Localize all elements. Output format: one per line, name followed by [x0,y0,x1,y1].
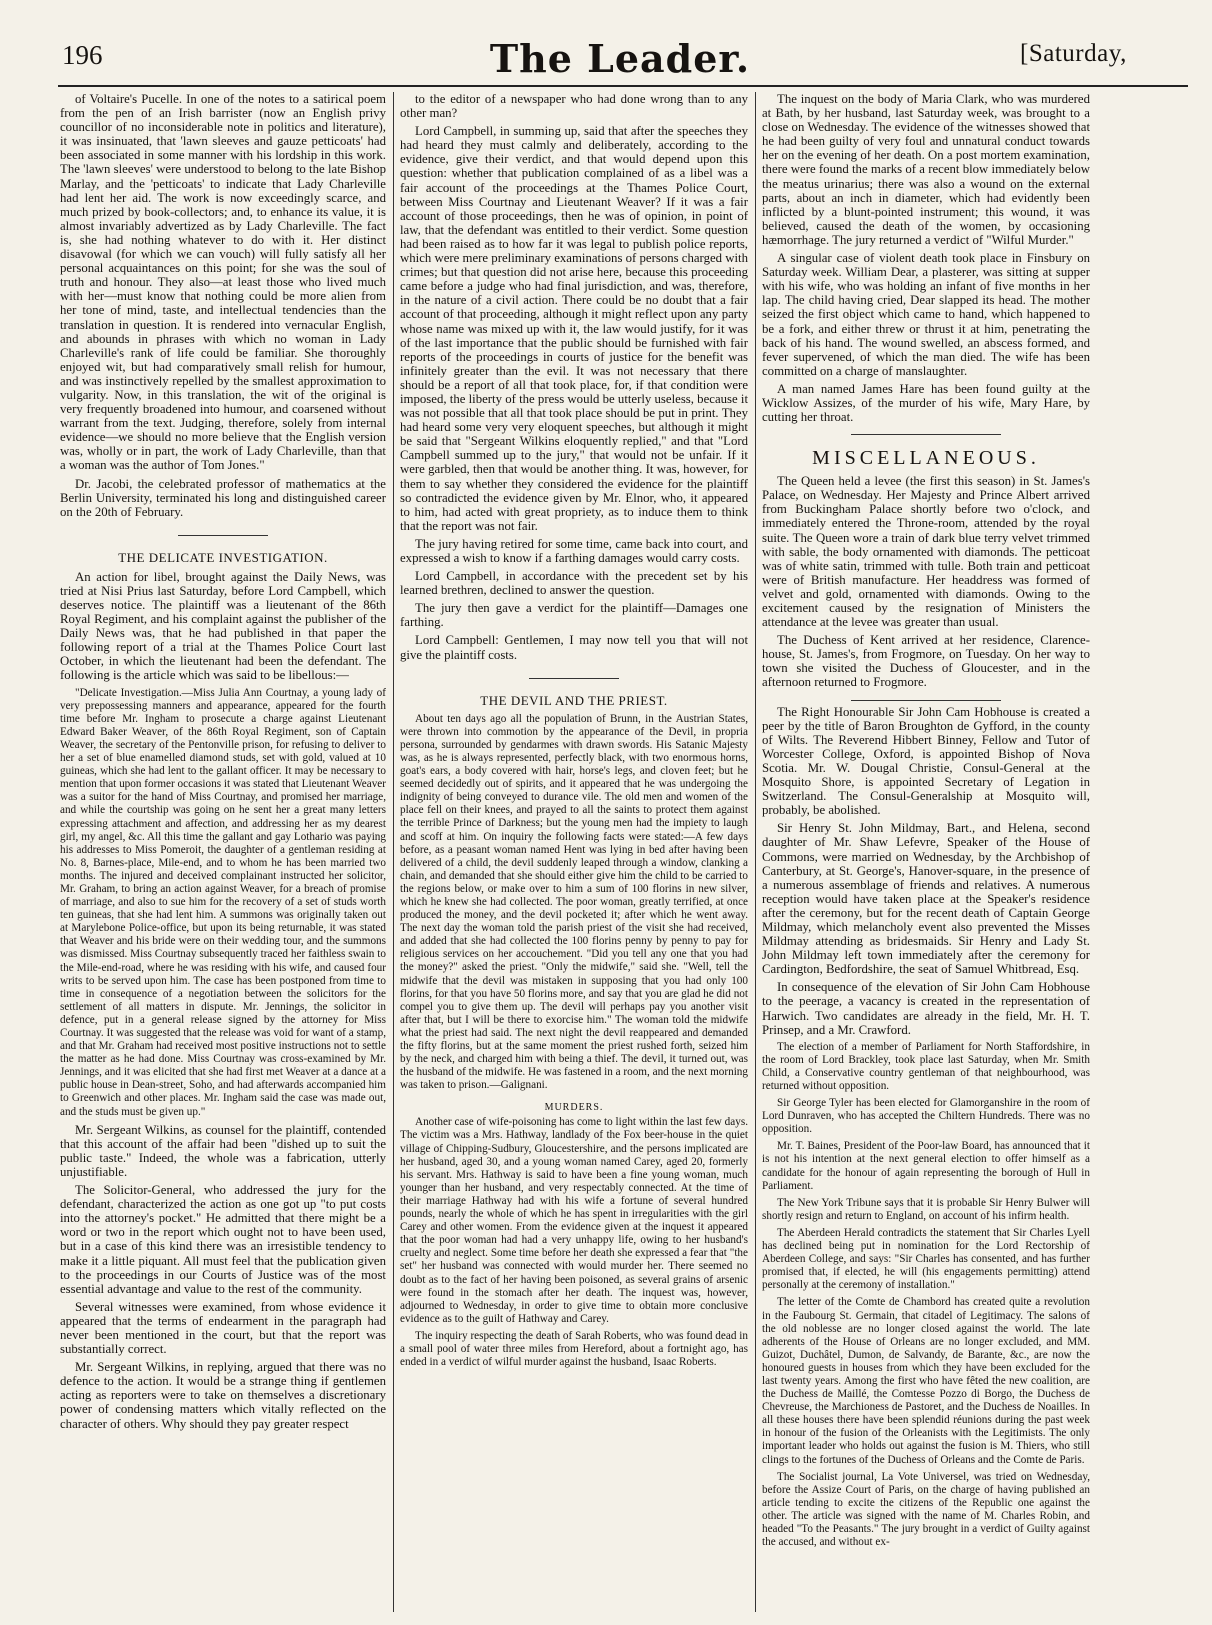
paragraph: of Voltaire's Pucelle. In one of the notes to a satirical poem from the pen of an Irish barrister (now an English privy councillor of no inconsiderable note in politics and literature), it was insinuated, that 'lawn sleeves and gauze petticoats' had been associated in some manner with his lordship in this work. The 'lawn sleeves' were understood to belong to the late Bishop Marlay, and the 'petticoats' to indicate that Lady Charleville had lent her aid. The work is now exceedingly scarce, and much prized by book-collectors; and, to enhance its value, it is almost invariably advertized as by Lady Charleville. The fact is, she had nothing whatever to do with it. Her distinct disavowal (for which we can vouch) will fully satisfy all her personal acquaintances on this point; for she was the soul of truth and honour. They also—at least those who lived much with her—must know that nothing could be more alien from her tone of mind, taste, and intellectual tendencies than the translation in question. It is rendered into vernacular English, and abounds in phrases with which no woman in Lady Charleville's rank of life could be familiar. She thoroughly enjoyed wit, but had comparatively small relish for humour, and was instinctively repelled by the smallest approximation to vulgarity. Now, in this translation, the wit of the original is very frequently broadened into humour, and coarsened without warrant from the text. Judging, therefore, solely from internal evidence—we should no more believe that the English version was, wholly or in part, the work of Lady Charleville, than that a woman was the author of Tom Jones." [60,92,386,473]
paragraph: A man named James Hare has been found guilty at the Wicklow Assizes, of the murder of his wife, Mary Hare, by cutting her throat. [762,381,1090,425]
paragraph: The Solicitor-General, who addressed the jury for the defendant, characterized the action as one got up "to put costs into the attorney's pocket." He admitted that there might be a word or two in the report which ought not to have been used, but in a case of this kind there was an irresistible tendency to make it a little piquant. All must feel that the publication given to the proceedings in our Courts of Justice was of the most essential advantage and value to the rest of the community. [60,1183,386,1296]
paragraph: Lord Campbell, in summing up, said that after the speeches they had heard they must calmly and deliberately, according to the evidence, give their verdict, and that would depend upon this question: whether that publication complained of as a libel was a fair account of the proceedings at the Thames Police Court, between Miss Courtnay and Lieutenant Weaver? If it was a fair account of those proceedings, then he was of opinion, in point of law, that the defendant was entitled to their verdict. Some question had been raised as to how far it was legal to publish police reports, which were mere preliminary examinations of persons charged with crimes; but that question did not arise here, because this proceeding came before a judge who had final jurisdiction, and was, therefore, in the nature of a civil action. There could be no doubt that a fair account of that proceeding, although it might reflect upon any party whose name was mixed up with it, the law would justify, for it was of the last importance that the public should be furnished with fair reports of the proceedings in courts of justice for the benefit was infinitely greater than the evil. It was not necessary that there should be a report of all that took place, for, if that condition were imposed, the liberty of the press would be utterly useless, because it was not possible that all that took place should be put in print. They had heard some very very eloquent speeches, but although it might be said that "Sergeant Wilkins eloquently replied," and that "Lord Campbell summed up to the jury," that would not be unfair. If it were garbled, then that would be another thing. It was, however, for them to say whether they considered the evidence for the plaintiff so contradicted the evidence given by Mr. Elnor, who, it appeared to him, had acted with great propriety, as to induce them to think that the report was not fair. [400,124,748,533]
section-divider [529,678,619,679]
column-divider [755,92,756,1612]
page-header [0,0,1212,80]
column-2 [400,92,748,1612]
paragraph: Mr. Sergeant Wilkins, in replying, argued that there was no defence to the action. It would be a strange thing if gentlemen acting as reporters were to take on themselves a discretionary power of condensing matters which vitally reflected on the character of others. Why should they pay greater respect [60,1360,386,1431]
header-rule [58,85,1188,87]
masthead-title: The Leader. [489,36,751,81]
paragraph: Dr. Jacobi, the celebrated professor of mathematics at the Berlin University, terminated his long and distinguished career on the 20th of February. [60,476,386,519]
section-divider [851,434,1001,435]
paragraph: The Right Honourable Sir John Cam Hobhouse is created a peer by the title of Baron Broughton de Gyfford, in the county of Wilts. The Reverend Hibbert Binney, Fellow and Tutor of Worcester College, Oxford, is appointed Bishop of Nova Scotia. Mr. W. Dougal Christie, Consul-General at the Mosquito Shore, is appointed Secretary of Legation in Switzerland. The Consul-Generalship at Mosquito will, probably, be abolished. [762,704,1090,818]
quoted-article: "Delicate Investigation.—Miss Julia Ann Courtnay, a young lady of very prepossessing manners and appearance, appeared for the fourth time before Mr. Ingham to prosecute a charge against Lieutenant Edward Baker Weaver, of the 86th Royal Regiment, son of Captain Weaver, the secretary of the Pentonville prison, for refusing to deliver to her a set of blue enamelled diamond studs, set with gold, valued at 10 guineas, which she had lent to the gallant officer. It may be necessary to mention that upon former occasions it was stated that Lieutenant Weaver was a suitor for the hand of Miss Courtnay, and promised her marriage, and while the courtship was going on he sent her a great many letters expressing attachment and affection, and addressing her as my dearest girl, my angel, &c. All this time the gallant and gay Lothario was paying his addresses to Miss Pomeroit, the daughter of a gentleman residing at No. 8, Barnes-place, Mile-end, and to whom he has been married two months. The injured and deceived complainant instructed her solicitor, Mr. Graham, to bring an action against Weaver, for a breach of promise of marriage, and also to sue him for the recovery of a set of studs worth ten guineas, that she had lent him. A summons was originally taken out at Marylebone Police-office, but upon its being returnable, it was stated that Weaver and his bride were on their wedding tour, and the summons was dismissed. Miss Courtnay subsequently traced her faithless swain to the Mile-end-road, where he was residing with his wife, and caused four writs to be served upon him. The case has been postponed from time to time in consequence of a negotiation between the solicitors for the settlement of all matters in dispute. Mr. Jennings, the solicitor in defence, put in a general release signed by the attorney for Miss Courtnay. It was suggested that the release was void for want of a stamp, and that Mr. Graham had received most positive instructions not to settle the matter as he had done. Miss Courtnay was cross-examined by Mr. Jennings, and it was elicited that she had first met Weaver at a dance at a public house in Dean-street, Soho, and had afterwards accompanied him to Greenwich and other places. Mr. Ingham said the case was made out, and the studs must be given up." [60,686,386,1118]
paragraph: The jury then gave a verdict for the plaintiff—Damages one farthing. [400,601,748,630]
paragraph: A singular case of violent death took place in Finsbury on Saturday week. William Dear, a plasterer, was sitting at supper with his wife, who was holding an infant of five months in her lap. The child having cried, Dear slapped its head. The mother seized the first object which came to hand, which happened to be a fork, and either threw or thrust it at him, penetrating the back of his hand. The wound swelled, an abscess formed, and fever supervened, of which the man died. The wife has been committed on a charge of manslaughter. [762,251,1090,378]
paragraph: Sir George Tyler has been elected for Glamorganshire in the room of Lord Dunraven, who has accepted the Chiltern Hundreds. There was no opposition. [762,1097,1090,1136]
paragraph: Lord Campbell: Gentlemen, I may now tell you that will not give the plaintiff costs. [400,633,748,662]
section-heading: THE DELICATE INVESTIGATION. [118,549,328,565]
paragraph: The New York Tribune says that it is probable Sir Henry Bulwer will shortly resign and return to England, on account of his infirm health. [762,1196,1090,1222]
paragraph: Another case of wife-poisoning has come to light within the last few days. The victim was a Mrs. Hathway, landlady of the Fox beer-house in the quiet village of Chipping-Sudbury, Gloucestershire, and the persons implicated are her husband, aged 30, and a young woman named Carey, aged 20, formerly his servant. Mrs. Hathway is said to have been a fine young woman, much younger than her husband, and very respectably connected. At the time of their marriage Hathway had with his wife a fortune of several hundred pounds, nearly the whole of which he has spent in irregularities with the girl Carey and other women. From the evidence given at the inquest it appeared that the poor woman had had a very unhappy life, owing to her husband's cruelty and neglect. Some time before her death she expressed a fear that "the set" her husband was connected with would murder her. There seemed no doubt as to the fact of her having been poisoned, as several grains of arsenic were found in the stomach after her death. The inquest was, however, adjourned to Wednesday, in order to give time to obtain more conclusive evidence as to the guilt of Hathway and Carey. [400,1116,748,1325]
section-divider [851,700,1001,701]
paragraph: An action for libel, brought against the Daily News, was tried at Nisi Prius last Saturday, before Lord Campbell, which deserves notice. The plaintiff was a lieutenant of the 86th Royal Regiment, and his complaint against the publisher of the Daily News was, that he had published in that paper the following report of a trial at the Thames Police Court last October, in which the lieutenant had been the defendant. The following is the article which was said to be libellous:— [60,569,386,683]
column-3 [762,92,1090,1612]
paragraph: Sir Henry St. John Mildmay, Bart., and Helena, second daughter of Mr. Shaw Lefevre, Speaker of the House of Commons, were married on Wednesday, by the Archbishop of Canterbury, at St. George's, Hanover-square, in the presence of a numerous assemblage of friends and relatives. A numerous reception would have taken place at the Speaker's residence after the ceremony, but for the recent death of Captain George Mildmay, which melancholy event also prevented the Misses Mildmay attending as bridesmaids. Sir Henry and Lady St. John Mildmay left town immediately after the ceremony for Cardington, Bedfordshire, the seat of Samuel Whitbread, Esq. [762,821,1090,977]
section-heading: MURDERS. [544,1102,604,1114]
paragraph: Mr. T. Baines, President of the Poor-law Board, has announced that it is not his intention at the next general election to offer himself as a candidate for the honour of again representing the borough of Hull in Parliament. [762,1140,1090,1192]
column-divider [393,92,394,1612]
paragraph: The election of a member of Parliament for North Staffordshire, in the room of Lord Brackley, took place last Saturday, when Mr. Smith Child, a Conservative country gentleman of that neighbourhood, was returned without opposition. [762,1040,1090,1092]
issue-day: [Saturday, [1020,40,1127,67]
section-divider [178,535,268,536]
column-1 [60,92,386,1612]
paragraph: The Socialist journal, La Vote Universel, was tried on Wednesday, before the Assize Court of Paris, on the charge of having published an article tending to excite the citizens of the Republic one against the other. The article was signed with the name of M. Charles Robin, and headed "To the Peasants." The jury brought in a verdict of Guilty against the accused, and without ex- [762,1470,1090,1549]
paragraph: The letter of the Comte de Chambord has created quite a revolution in the Faubourg St. Germain, that citadel of Legitimacy. The salons of the old noblesse are no longer closed against the world. The late adherents of the House of Orleans are no longer excluded, and MM. Guizot, Duchâtel, Dumon, de Salvandy, de Barante, &c., are now the honoured guests in houses from which they have been excluded for the last twenty years. Among the first who have fêted the new coalition, are the Duchess de Maillé, the Comtesse Pozzo di Borgo, the Duchess de Chevreuse, the Marchioness de Pastoret, and the Duchess de Noailles. In all these houses there have been splendid réunions during the past week in honour of the fusion of the Orleanists with the Legitimists. The only important leader who holds out against the fusion is M. Thiers, who still clings to the fortunes of the Duchess of Orleans and the Comte de Paris. [762,1296,1090,1466]
paragraph: The inquiry respecting the death of Sarah Roberts, who was found dead in a small pool of water three miles from Hereford, about a fortnight ago, has ended in a verdict of wilful murder against the husband, Isaac Roberts. [400,1329,748,1369]
page-number: 196 [62,40,103,70]
paragraph: The jury having retired for some time, came back into court, and expressed a wish to know if a farthing damages would carry costs. [400,536,748,565]
paragraph: Lord Campbell, in accordance with the precedent set by his learned brethren, declined to answer the question. [400,569,748,598]
paragraph: Several witnesses were examined, from whose evidence it appeared that the terms of endearment in the paragraph had never been mentioned in the court, but that the report was substantially correct. [60,1299,386,1357]
paragraph: The Aberdeen Herald contradicts the statement that Sir Charles Lyell has declined being put in nomination for the Lord Rectorship of Aberdeen College, and says: "Sir Charles has consented, and has further promised that, if elected, he will (his engagements permitting) attend personally at the ceremony of installation." [762,1226,1090,1292]
section-heading: THE DEVIL AND THE PRIEST. [480,692,668,708]
paragraph: Mr. Sergeant Wilkins, as counsel for the plaintiff, contended that this account of the affair had been "dished up to suit the public taste." Indeed, the whole was a fabrication, utterly unjustifiable. [60,1122,386,1179]
paragraph: The inquest on the body of Maria Clark, who was murdered at Bath, by her husband, last Saturday week, was brought to a close on Wednesday. The evidence of the witnesses showed that he had been guilty of very foul and unnatural conduct towards her on the evening of her death. On a post mortem examination, there were found the marks of a recent blow immediately below the meatus urinarius; there was also a wound on the external parts, about an inch in diameter, which had evidently been inflicted by a blunt-pointed instrument; this wound, it was believed, caused the death of the women, by occasioning hæmorrhage. The jury returned a verdict of "Wilful Murder." [762,92,1090,247]
paragraph: The Duchess of Kent arrived at her residence, Clarence-house, St. James's, from Frogmore, on Tuesday. On her way to town she visited the Duchess of Gloucester, and in the afternoon returned to Frogmore. [762,633,1090,690]
section-heading: MISCELLANEOUS. [812,447,1040,470]
paragraph: In consequence of the elevation of Sir John Cam Hobhouse to the peerage, a vacancy is created in the representation of Harwich. Two candidates are already in the field, Mr. H. T. Prinsep, and a Mr. Crawford. [762,980,1090,1037]
paragraph: to the editor of a newspaper who had done wrong than to any other man? [400,92,748,121]
paragraph: About ten days ago all the population of Brunn, in the Austrian States, were thrown into commotion by the appearance of the Devil, in propria persona, surrounded by gendarmes with drawn swords. His Satanic Majesty was, as he is always represented, perfectly black, with two enormous horns, goat's ears, a body covered with hair, horse's legs, and cloven feet; but he seemed decidedly out of spirits, and it appeared that he was undergoing the indignity of being conveyed to durance vile. The old men and women of the place fell on their knees, and prayed to all the saints to protect them against the terrible Prince of Darkness; but the young men had the impiety to laugh and scoff at him. On inquiry the following facts were stated:—A few days before, as a peasant woman named Hent was lying in bed after having been delivered of a child, the devil suddenly leaped through a window, clanking a chain, and demanded that she should either give him the child to be carried to the regions below, or make over to him a sum of 100 florins in new silver, which he knew she had collected. The poor woman, greatly terrified, at once produced the money, and the devil pocketed it; after which he went away. The next day the woman told the parish priest of the visit she had received, and added that she had collected the 100 florins penny by penny to pay for religious services on her accouchement. "Did you tell any one that you had the money?" asked the priest. "Only the midwife," said she. "Well, tell the midwife that the devil was mistaken in supposing that you had only 100 florins, for that you have 50 florins more, and say that you are glad he did not compel you to give them up. The devil will perhaps pay you another visit after that, but I will be there to exorcise him." The woman told the midwife what the priest had said. The next night the devil reappeared and demanded the fifty florins, but at the same moment the priest rushed forth, seized him by the neck, and charged him with being a thief. The devil, it turned out, was the husband of the midwife. He was fastened in a room, and the next morning was taken to prison.—Galignani. [400,712,748,1092]
paragraph: The Queen held a levee (the first this season) in St. James's Palace, on Wednesday. Her Majesty and Prince Albert arrived from Buckingham Palace shortly before two o'clock, and immediately entered the Throne-room, attended by the royal suite. The Queen wore a train of dark blue terry velvet trimmed with sable, the body ornamented with diamonds. The petticoat was of white satin, trimmed with tulle. Both train and petticoat were of British manufacture. Her headdress was formed of velvet and gold, ornamented with diamonds. Owing to the excitement caused by the resignation of Ministers the attendance at the levee was greater than usual. [762,474,1090,630]
